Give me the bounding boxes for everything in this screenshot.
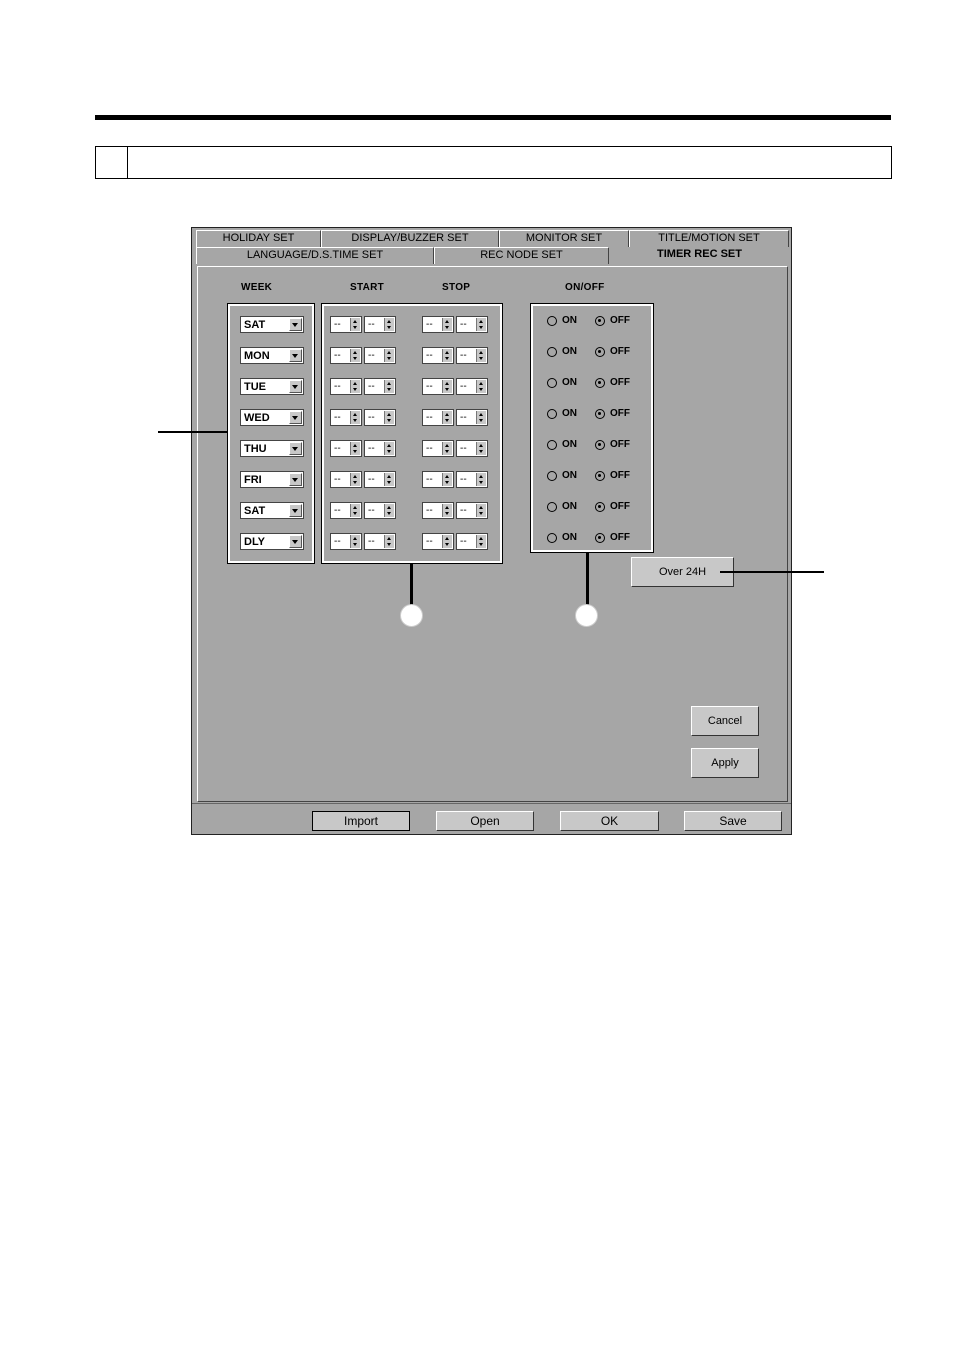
stop-hour-spinner[interactable]: [422, 533, 454, 550]
radio-circle-icon: [547, 347, 557, 357]
callout-leader-start-stop: [410, 563, 413, 609]
off-radio[interactable]: [595, 376, 639, 390]
start-hour-spinner[interactable]: [330, 440, 362, 457]
radio-label: ON: [562, 501, 577, 512]
spinner-value: --: [334, 474, 341, 485]
off-radio[interactable]: [595, 500, 639, 514]
spin-arrows-icon[interactable]: [476, 504, 486, 517]
spin-arrows-icon[interactable]: [384, 473, 394, 486]
start-hour-spinner[interactable]: [330, 502, 362, 519]
chevron-down-icon[interactable]: [289, 349, 302, 362]
week-header: WEEK: [241, 282, 273, 293]
on-radio[interactable]: [547, 531, 591, 545]
spin-arrows-icon[interactable]: [350, 442, 360, 455]
week-select[interactable]: [240, 409, 304, 426]
spin-arrows-icon[interactable]: [350, 318, 360, 331]
callout-circle-onoff: [575, 604, 598, 627]
radio-circle-icon: [547, 316, 557, 326]
radio-circle-icon: [547, 533, 557, 543]
start-hour-spinner[interactable]: [330, 316, 362, 333]
week-value: DLY: [244, 536, 265, 548]
apply-button[interactable]: Apply: [691, 748, 759, 778]
spin-arrows-icon[interactable]: [384, 380, 394, 393]
radio-label: OFF: [610, 315, 630, 326]
radio-label: ON: [562, 532, 577, 543]
spin-arrows-icon[interactable]: [442, 318, 452, 331]
spinner-value: --: [368, 319, 375, 330]
ok-button[interactable]: OK: [560, 811, 659, 831]
section-heading-box: [95, 146, 892, 179]
spin-arrows-icon[interactable]: [350, 380, 360, 393]
spinner-value: --: [368, 443, 375, 454]
spinner-value: --: [460, 319, 467, 330]
spinner-value: --: [460, 443, 467, 454]
radio-circle-icon: [595, 378, 605, 388]
radio-label: OFF: [610, 408, 630, 419]
week-select[interactable]: [240, 533, 304, 550]
spin-arrows-icon[interactable]: [384, 535, 394, 548]
radio-circle-icon: [595, 316, 605, 326]
start-minute-spinner[interactable]: [364, 409, 396, 426]
spinner-value: --: [460, 350, 467, 361]
section-number-cell: [96, 147, 128, 178]
off-radio[interactable]: [595, 438, 639, 452]
start-hour-spinner[interactable]: [330, 347, 362, 364]
spin-arrows-icon[interactable]: [442, 442, 452, 455]
onoff-header: ON/OFF: [565, 282, 605, 293]
chevron-down-icon[interactable]: [289, 535, 302, 548]
radio-label: ON: [562, 346, 577, 357]
spin-arrows-icon[interactable]: [476, 535, 486, 548]
week-select[interactable]: [240, 502, 304, 519]
spinner-value: --: [368, 536, 375, 547]
spin-arrows-icon[interactable]: [350, 473, 360, 486]
spinner-value: --: [334, 443, 341, 454]
stop-minute-spinner[interactable]: [456, 378, 488, 395]
spinner-value: --: [426, 412, 433, 423]
radio-label: OFF: [610, 377, 630, 388]
stop-hour-spinner[interactable]: [422, 502, 454, 519]
radio-circle-icon: [547, 409, 557, 419]
spinner-value: --: [368, 505, 375, 516]
spin-arrows-icon[interactable]: [476, 318, 486, 331]
week-value: FRI: [244, 474, 262, 486]
stop-minute-spinner[interactable]: [456, 316, 488, 333]
radio-circle-icon: [595, 502, 605, 512]
start-stop-group: [322, 304, 502, 563]
week-select[interactable]: [240, 440, 304, 457]
tab-holiday-set[interactable]: HOLIDAY SET: [196, 230, 321, 247]
radio-label: OFF: [610, 532, 630, 543]
radio-circle-icon: [547, 471, 557, 481]
over-24h-button[interactable]: Over 24H: [631, 557, 734, 587]
stop-hour-spinner[interactable]: [422, 409, 454, 426]
radio-label: ON: [562, 377, 577, 388]
radio-circle-icon: [547, 378, 557, 388]
radio-label: OFF: [610, 501, 630, 512]
settings-window: [191, 227, 792, 835]
spinner-value: --: [460, 474, 467, 485]
spinner-value: --: [334, 412, 341, 423]
spin-arrows-icon[interactable]: [350, 411, 360, 424]
week-value: WED: [244, 412, 270, 424]
week-value: MON: [244, 350, 270, 362]
radio-label: OFF: [610, 439, 630, 450]
start-minute-spinner[interactable]: [364, 533, 396, 550]
spinner-value: --: [426, 505, 433, 516]
on-radio[interactable]: [547, 469, 591, 483]
radio-label: ON: [562, 408, 577, 419]
spin-arrows-icon[interactable]: [476, 380, 486, 393]
chevron-down-icon[interactable]: [289, 380, 302, 393]
spinner-value: --: [460, 412, 467, 423]
on-radio[interactable]: [547, 345, 591, 359]
spin-arrows-icon[interactable]: [384, 318, 394, 331]
off-radio[interactable]: [595, 407, 639, 421]
spinner-value: --: [334, 505, 341, 516]
spinner-value: --: [334, 536, 341, 547]
week-value: SAT: [244, 505, 266, 517]
spin-arrows-icon[interactable]: [384, 442, 394, 455]
start-minute-spinner[interactable]: [364, 347, 396, 364]
radio-circle-icon: [547, 440, 557, 450]
tab-language-ds-time-set[interactable]: LANGUAGE/D.S.TIME SET: [196, 247, 434, 264]
spinner-value: --: [368, 350, 375, 361]
week-select[interactable]: [240, 347, 304, 364]
stop-minute-spinner[interactable]: [456, 409, 488, 426]
spinner-value: --: [426, 474, 433, 485]
week-value: SAT: [244, 319, 266, 331]
start-minute-spinner[interactable]: [364, 471, 396, 488]
spinner-value: --: [460, 505, 467, 516]
start-minute-spinner[interactable]: [364, 378, 396, 395]
callout-leader-week: [158, 431, 228, 433]
stop-hour-spinner[interactable]: [422, 471, 454, 488]
spinner-value: --: [368, 381, 375, 392]
spin-arrows-icon[interactable]: [476, 349, 486, 362]
spinner-value: --: [426, 350, 433, 361]
week-value: THU: [244, 443, 267, 455]
spinner-value: --: [426, 381, 433, 392]
chevron-down-icon[interactable]: [289, 473, 302, 486]
callout-leader-over24h: [720, 571, 824, 573]
off-radio[interactable]: [595, 314, 639, 328]
save-button[interactable]: Save: [684, 811, 782, 831]
spinner-value: --: [460, 536, 467, 547]
radio-circle-icon: [595, 471, 605, 481]
callout-circle-start-stop: [400, 604, 423, 627]
start-minute-spinner[interactable]: [364, 440, 396, 457]
start-hour-spinner[interactable]: [330, 378, 362, 395]
stop-hour-spinner[interactable]: [422, 440, 454, 457]
off-radio[interactable]: [595, 345, 639, 359]
stop-hour-spinner[interactable]: [422, 316, 454, 333]
spin-arrows-icon[interactable]: [442, 411, 452, 424]
off-radio[interactable]: [595, 469, 639, 483]
chevron-down-icon[interactable]: [289, 411, 302, 424]
spinner-value: --: [460, 381, 467, 392]
spinner-value: --: [334, 319, 341, 330]
chevron-down-icon[interactable]: [289, 318, 302, 331]
tab-monitor-set[interactable]: MONITOR SET: [499, 230, 629, 247]
on-radio[interactable]: [547, 438, 591, 452]
timer-rec-panel: [197, 266, 788, 802]
radio-circle-icon: [547, 502, 557, 512]
start-hour-spinner[interactable]: [330, 409, 362, 426]
start-header: START: [350, 282, 385, 293]
chevron-down-icon[interactable]: [289, 504, 302, 517]
week-select[interactable]: [240, 316, 304, 333]
open-button[interactable]: Open: [436, 811, 534, 831]
bottom-button-bar: [192, 803, 791, 834]
radio-label: OFF: [610, 470, 630, 481]
onoff-group: [531, 304, 653, 552]
spin-arrows-icon[interactable]: [476, 411, 486, 424]
spin-arrows-icon[interactable]: [384, 349, 394, 362]
week-group: [228, 304, 314, 563]
on-radio[interactable]: [547, 314, 591, 328]
spin-arrows-icon[interactable]: [476, 442, 486, 455]
radio-label: OFF: [610, 346, 630, 357]
spin-arrows-icon[interactable]: [442, 535, 452, 548]
stop-minute-spinner[interactable]: [456, 440, 488, 457]
radio-label: ON: [562, 315, 577, 326]
radio-circle-icon: [595, 347, 605, 357]
tab-display-buzzer-set[interactable]: DISPLAY/BUZZER SET: [321, 230, 499, 247]
spin-arrows-icon[interactable]: [384, 411, 394, 424]
chevron-down-icon[interactable]: [289, 442, 302, 455]
radio-circle-icon: [595, 533, 605, 543]
spinner-value: --: [426, 443, 433, 454]
spinner-value: --: [426, 536, 433, 547]
spin-arrows-icon[interactable]: [350, 535, 360, 548]
radio-label: ON: [562, 439, 577, 450]
off-radio[interactable]: [595, 531, 639, 545]
week-select[interactable]: [240, 378, 304, 395]
radio-label: ON: [562, 470, 577, 481]
spinner-value: --: [368, 474, 375, 485]
page-header-rule: [95, 115, 891, 120]
stop-minute-spinner[interactable]: [456, 533, 488, 550]
start-minute-spinner[interactable]: [364, 316, 396, 333]
tab-title-motion-set[interactable]: TITLE/MOTION SET: [629, 230, 789, 247]
on-radio[interactable]: [547, 407, 591, 421]
stop-header: STOP: [442, 282, 471, 293]
spin-arrows-icon[interactable]: [442, 504, 452, 517]
stop-minute-spinner[interactable]: [456, 347, 488, 364]
tab-rec-node-set[interactable]: REC NODE SET: [434, 247, 609, 264]
on-radio[interactable]: [547, 500, 591, 514]
spin-arrows-icon[interactable]: [384, 504, 394, 517]
callout-leader-onoff: [586, 552, 589, 609]
week-select[interactable]: [240, 471, 304, 488]
week-value: TUE: [244, 381, 266, 393]
spin-arrows-icon[interactable]: [442, 473, 452, 486]
import-button[interactable]: Import: [312, 811, 410, 831]
spin-arrows-icon[interactable]: [350, 504, 360, 517]
spinner-value: --: [426, 319, 433, 330]
spinner-value: --: [368, 412, 375, 423]
stop-hour-spinner[interactable]: [422, 378, 454, 395]
spin-arrows-icon[interactable]: [350, 349, 360, 362]
stop-minute-spinner[interactable]: [456, 471, 488, 488]
on-radio[interactable]: [547, 376, 591, 390]
spinner-value: --: [334, 350, 341, 361]
stop-minute-spinner[interactable]: [456, 502, 488, 519]
start-hour-spinner[interactable]: [330, 471, 362, 488]
tab-timer-rec-set[interactable]: TIMER REC SET: [612, 247, 787, 264]
start-minute-spinner[interactable]: [364, 502, 396, 519]
stop-hour-spinner[interactable]: [422, 347, 454, 364]
radio-circle-icon: [595, 440, 605, 450]
spin-arrows-icon[interactable]: [442, 380, 452, 393]
radio-circle-icon: [595, 409, 605, 419]
cancel-button[interactable]: Cancel: [691, 706, 759, 736]
spin-arrows-icon[interactable]: [442, 349, 452, 362]
start-hour-spinner[interactable]: [330, 533, 362, 550]
spin-arrows-icon[interactable]: [476, 473, 486, 486]
spinner-value: --: [334, 381, 341, 392]
